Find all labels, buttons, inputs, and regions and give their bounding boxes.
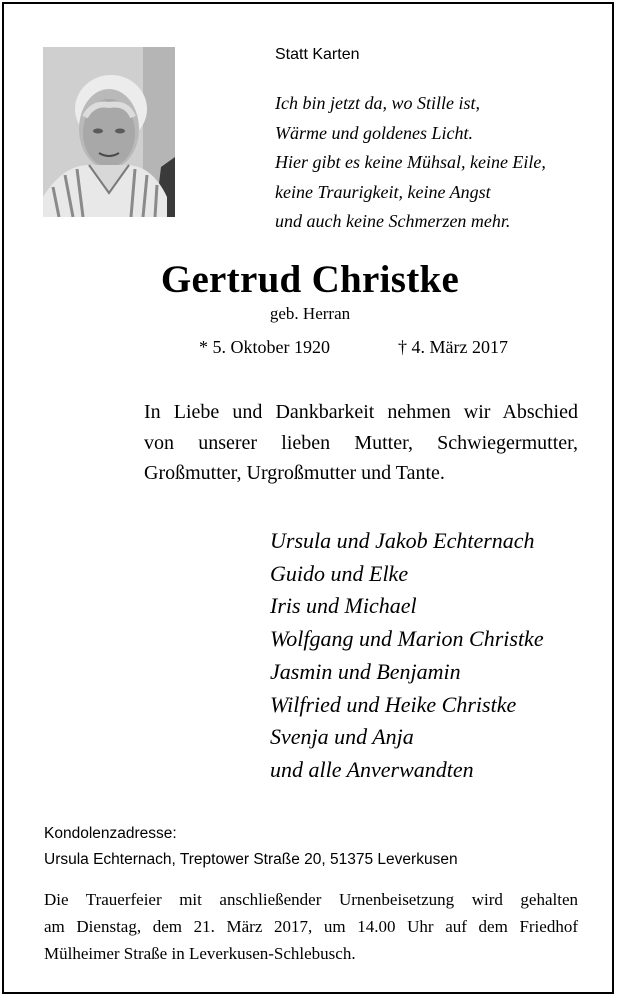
statt-karten-label: Statt Karten xyxy=(275,46,360,63)
family-list xyxy=(270,525,544,787)
family-member: Wilfried und Heike Christke xyxy=(270,691,517,717)
poem-line: Hier gibt es keine Mühsal, keine Eile, xyxy=(275,152,546,172)
farewell-line: von unserer lieben Mutter, Schwiegermutter, xyxy=(144,431,578,454)
birth-date: * 5. Oktober 1920 xyxy=(199,337,330,357)
poem-line: keine Traurigkeit, keine Angst xyxy=(275,181,491,202)
condolence-address: Ursula Echternach, Treptower Straße 20, 51375 Leverkusen xyxy=(44,851,458,868)
family-member: und alle Anverwandten xyxy=(270,756,474,782)
deceased-name: Gertrud Christke xyxy=(160,258,460,301)
birth-name: geb. Herran xyxy=(269,304,351,323)
family-member: Jasmin und Benjamin xyxy=(270,658,461,684)
poem-line: Ich bin jetzt da, wo Stille ist, xyxy=(275,93,480,113)
funeral-info xyxy=(44,886,578,967)
family-member: Wolfgang und Marion Christke xyxy=(270,626,544,652)
family-member: Svenja und Anja xyxy=(270,724,414,750)
poem xyxy=(275,89,546,237)
portrait-image xyxy=(43,47,175,217)
portrait-photo xyxy=(43,47,175,217)
funeral-line: Die Trauerfeier mit anschließender Urnenbeisetzung wird gehalten xyxy=(44,890,578,909)
farewell-text xyxy=(144,397,578,489)
poem-line: und auch keine Schmerzen mehr. xyxy=(275,211,511,231)
condolence-label: Kondolenzadresse: xyxy=(44,825,177,842)
family-member: Ursula und Jakob Echternach xyxy=(270,528,535,553)
death-date: † 4. März 2017 xyxy=(398,337,508,357)
farewell-line: In Liebe und Dankbarkeit nehmen wir Abschied xyxy=(144,401,578,423)
funeral-line: am Dienstag, dem 21. März 2017, um 14.00 Uhr auf dem Friedhof xyxy=(44,917,578,936)
condolence-address-block xyxy=(44,821,458,873)
farewell-line: Großmutter, Urgroßmutter und Tante. xyxy=(144,462,445,484)
poem-line: Wärme und goldenes Licht. xyxy=(275,122,473,143)
family-member: Guido und Elke xyxy=(270,560,409,586)
funeral-line: Mülheimer Straße in Leverkusen-Schlebusch. xyxy=(44,944,356,963)
family-member: Iris und Michael xyxy=(270,593,417,619)
